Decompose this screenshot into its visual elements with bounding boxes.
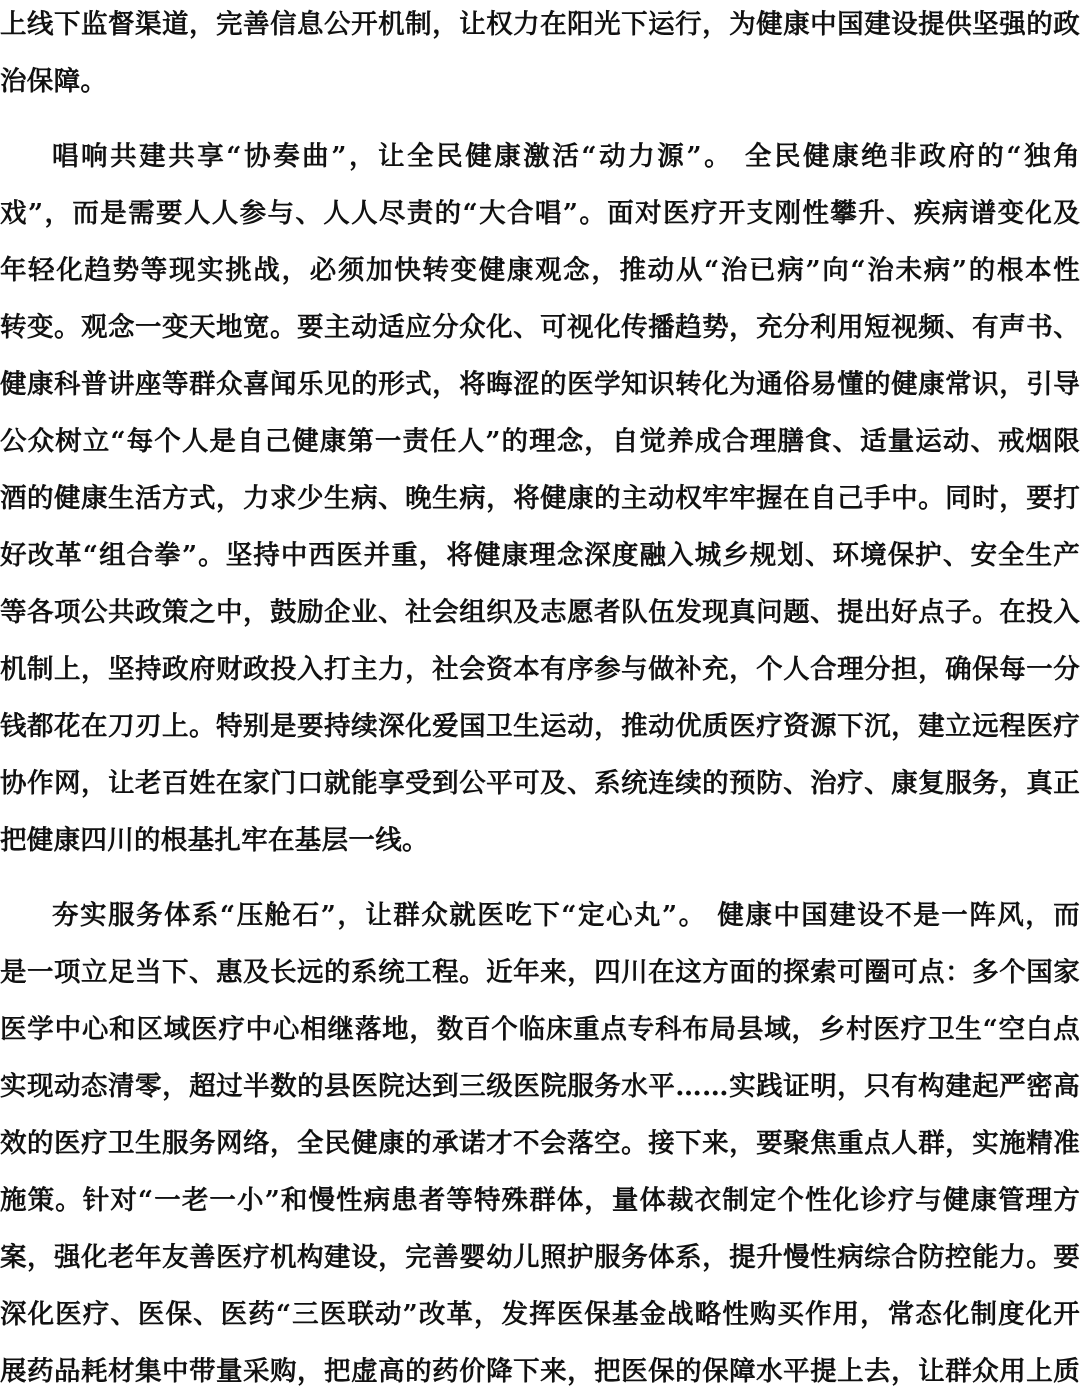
paragraph-3-line-3: 医学中心和区域医疗中心相继落地，数百个临床重点专科布局县域，乡村医疗卫生“空白点 (0, 1014, 1080, 1045)
paragraph-3-line-4: 实现动态清零，超过半数的县医院达到三级医院服务水平……实践证明，只有构建起严密高 (0, 1071, 1080, 1102)
paragraph-2-line-3: 年轻化趋势等现实挑战，必须加快转变健康观念，推动从“治已病”向“治未病”的根本性 (0, 255, 1080, 286)
paragraph-2-line-5: 健康科普讲座等群众喜闻乐见的形式，将晦涩的医学知识转化为通俗易懂的健康常识，引导 (0, 369, 1080, 400)
paragraph-3-line-5: 效的医疗卫生服务网络，全民健康的承诺才不会落空。接下来，要聚焦重点人群，实施精准 (0, 1128, 1080, 1159)
paragraph-3-line-1: 夯实服务体系“压舱石”，让群众就医吃下“定心丸”。 健康中国建设不是一阵风，而 (52, 900, 1080, 931)
paragraph-3-line-6: 施策。针对“一老一小”和慢性病患者等特殊群体，量体裁衣制定个性化诊疗与健康管理方 (0, 1185, 1080, 1216)
paragraph-2-line-1: 唱响共建共享“协奏曲”，让全民健康激活“动力源”。 全民健康绝非政府的“独角 (52, 141, 1080, 172)
paragraph-3-line-2: 是一项立足当下、惠及长远的系统工程。近年来，四川在这方面的探索可圈可点：多个国家 (0, 957, 1080, 988)
paragraph-2-line-2: 戏”，而是需要人人参与、人人尽责的“大合唱”。面对医疗开支刚性攀升、疾病谱变化及 (0, 198, 1080, 229)
paragraph-2-line-6: 公众树立“每个人是自己健康第一责任人”的理念，自觉养成合理膳食、适量运动、戒烟限 (0, 426, 1080, 457)
paragraph-2-line-10: 机制上，坚持政府财政投入打主力，社会资本有序参与做补充，个人合理分担，确保每一分 (0, 654, 1080, 685)
paragraph-2-line-7: 酒的健康生活方式，力求少生病、晚生病，将健康的主动权牢牢握在自己手中。同时，要打 (0, 483, 1080, 514)
paragraph-3-line-8: 深化医疗、医保、医药“三医联动”改革，发挥医保基金战略性购买作用，常态化制度化开 (0, 1299, 1080, 1330)
paragraph-2-line-13: 把健康四川的根基扎牢在基层一线。 (0, 825, 429, 856)
paragraph-2-line-4: 转变。观念一变天地宽。要主动适应分众化、可视化传播趋势，充分利用短视频、有声书、 (0, 312, 1080, 343)
paragraph-3-line-7: 案，强化老年友善医疗机构建设，完善婴幼儿照护服务体系，提升慢性病综合防控能力。要 (0, 1242, 1080, 1273)
paragraph-2-line-11: 钱都花在刀刃上。特别是要持续深化爱国卫生运动，推动优质医疗资源下沉，建立远程医疗 (0, 711, 1080, 742)
paragraph-2-line-12: 协作网，让老百姓在家门口就能享受到公平可及、系统连续的预防、治疗、康复服务，真正 (0, 768, 1080, 799)
paragraph-1-line-1: 上线下监督渠道，完善信息公开机制，让权力在阳光下运行，为健康中国建设提供坚强的政 (0, 9, 1080, 40)
paragraph-2-line-9: 等各项公共政策之中，鼓励企业、社会组织及志愿者队伍发现真问题、提出好点子。在投入 (0, 597, 1080, 628)
paragraph-3-line-9: 展药品耗材集中带量采购，把虚高的药价降下来，把医保的保障水平提上去，让群众用上质 (0, 1356, 1080, 1387)
paragraph-2-line-8: 好改革“组合拳”。坚持中西医并重，将健康理念深度融入城乡规划、环境保护、安全生产 (0, 540, 1080, 571)
paragraph-1-line-2: 治保障。 (0, 66, 108, 97)
